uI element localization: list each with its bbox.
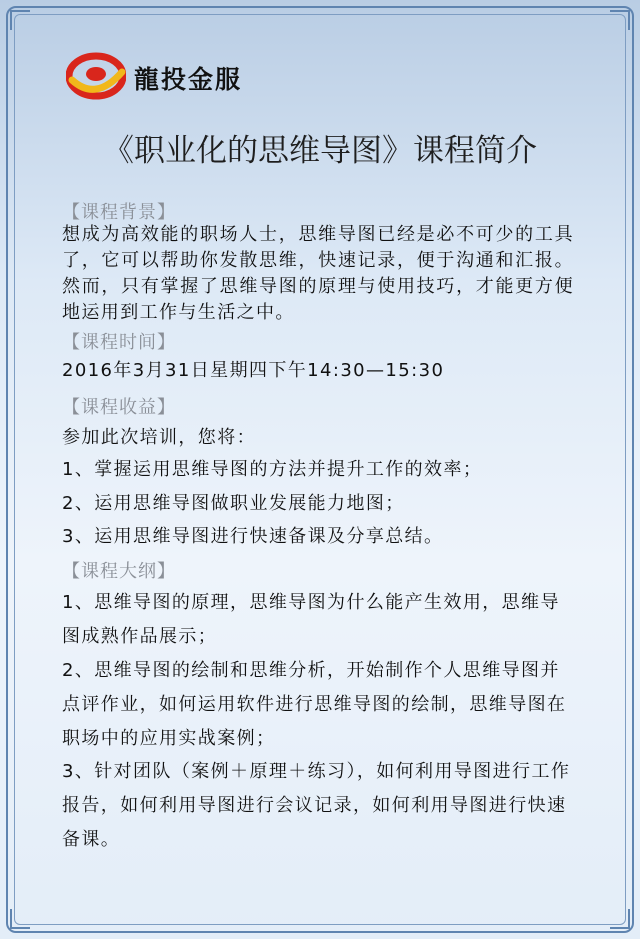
list-item: 3、运用思维导图进行快速备课及分享总结。 <box>62 526 444 547</box>
list-item: 1、掌握运用思维导图的方法并提升工作的效率； <box>62 459 483 480</box>
section-heading-background: 【课程背景】 <box>62 202 176 223</box>
brand-logo <box>66 50 266 102</box>
logo-mark-icon <box>66 50 126 102</box>
list-item: 2、运用思维导图做职业发展能力地图； <box>62 493 405 514</box>
page-title: 《职业化的思维导图》课程简介 <box>103 133 537 169</box>
list-item: 3、针对团队（案例＋原理＋练习），如何利用导图进行工作报告，如何利用导图进行会议记录，如何利用导图进行快速备课。 <box>62 761 571 850</box>
section-heading-outline: 【课程大纲】 <box>62 561 176 582</box>
background-text: 想成为高效能的职场人士，思维导图已经是必不可少的工具了，它可以帮助你发散思维，快速记录，便于沟通和汇报。然而，只有掌握了思维导图的原理与使用技巧，才能更方便地运用到工作与生活之中。 <box>62 224 574 323</box>
section-heading-time: 【课程时间】 <box>62 332 176 353</box>
section-heading-benefits: 【课程收益】 <box>62 397 176 418</box>
benefits-intro: 参加此次培训，您将： <box>62 427 256 448</box>
brand-name: 龍投金服 <box>134 65 243 94</box>
corner-ornament <box>610 10 630 30</box>
list-item: 1、思维导图的原理，思维导图为什么能产生效用，思维导图成熟作品展示； <box>62 592 560 647</box>
corner-ornament <box>10 10 30 30</box>
course-time-text: 2016年3月31日星期四下午14:30—15:30 <box>62 360 445 381</box>
corner-ornament <box>610 909 630 929</box>
corner-ornament <box>10 909 30 929</box>
list-item: 2、思维导图的绘制和思维分析，开始制作个人思维导图并点评作业，如何运用软件进行思维导图的绘制，思维导图在职场中的应用实战案例； <box>62 660 567 749</box>
